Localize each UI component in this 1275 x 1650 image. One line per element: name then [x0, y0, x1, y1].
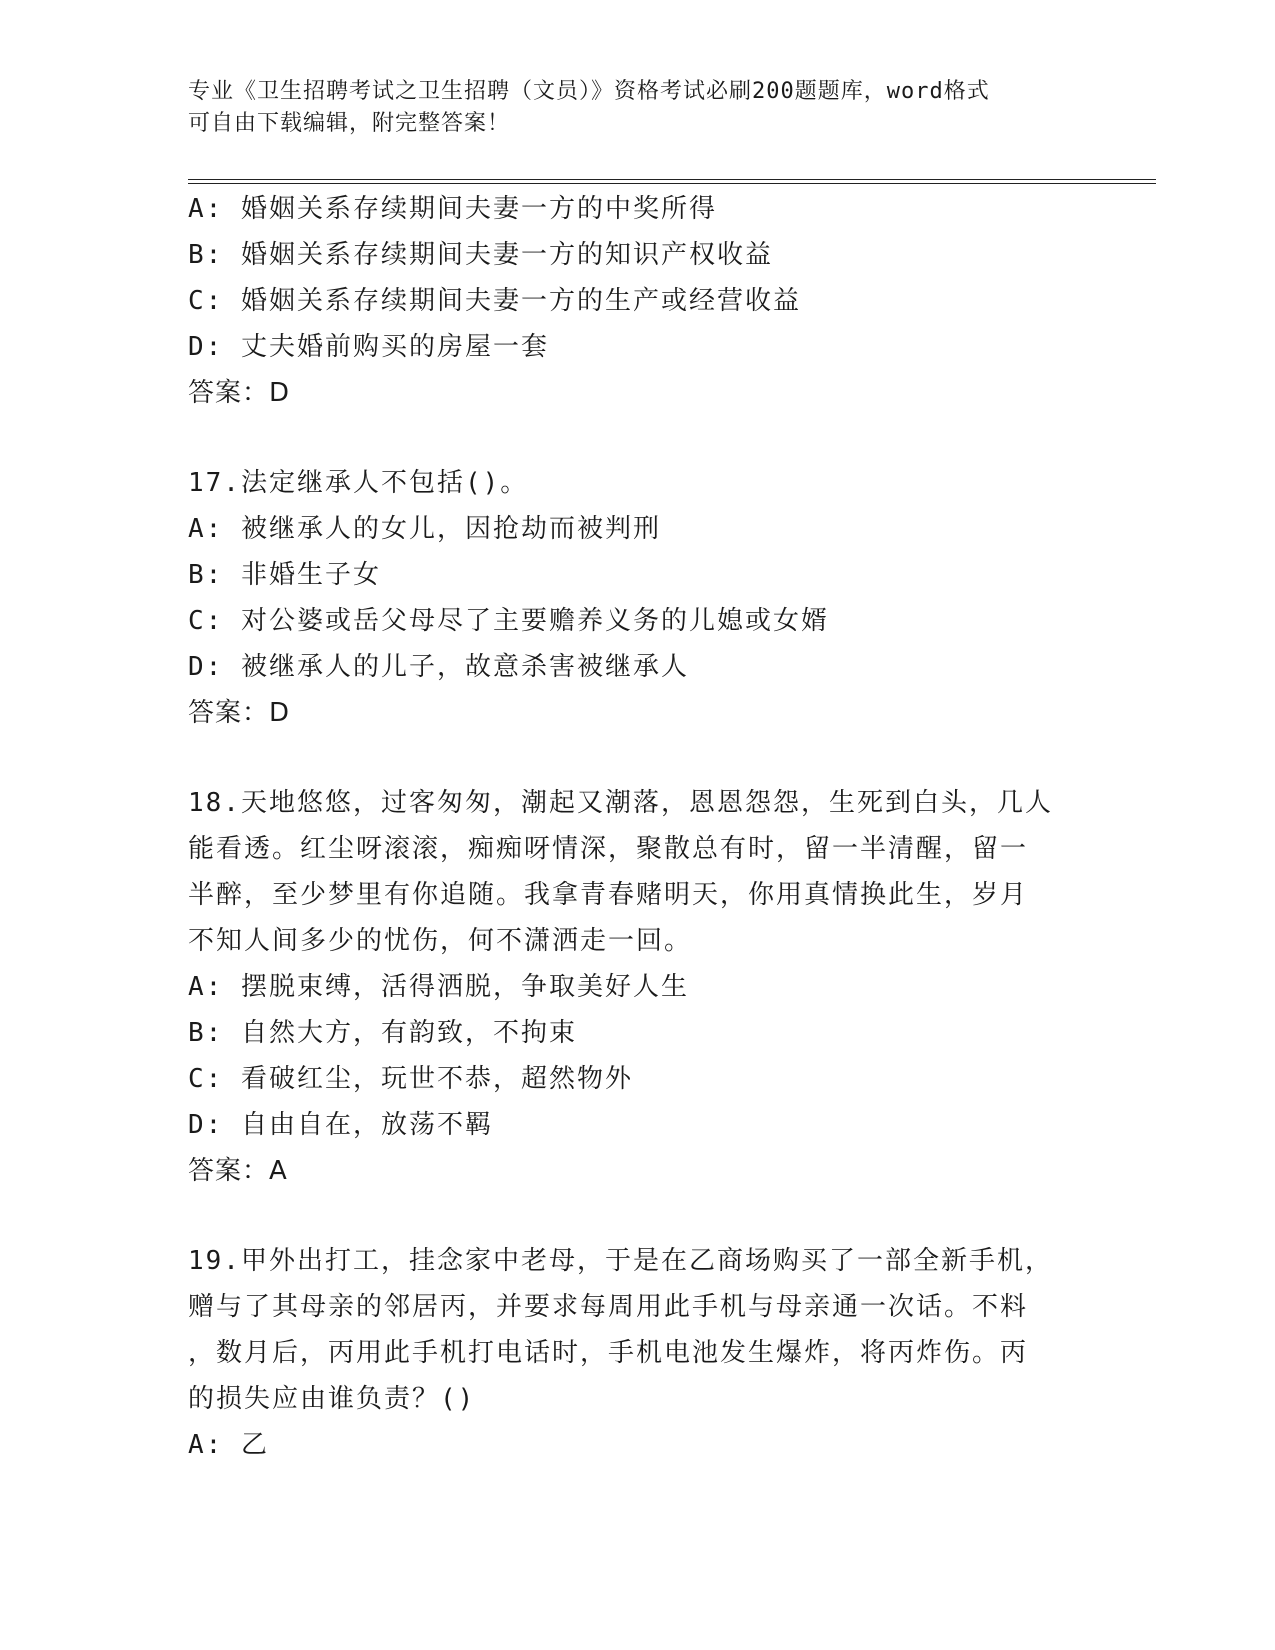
question-17 [188, 460, 1068, 736]
header-rule-top [188, 179, 1156, 180]
stem-line: 的损失应由谁负责？() [188, 1384, 476, 1414]
question-content [188, 186, 1068, 1468]
stem-line: 赠与了其母亲的邻居丙，并要求每周用此手机与母亲通一次话。不料 [188, 1292, 1029, 1322]
option-a: A: 乙 [188, 1430, 269, 1460]
option-b: B: 非婚生子女 [188, 560, 381, 590]
spacer [188, 736, 1068, 780]
spacer [188, 1194, 1068, 1238]
question-16 [188, 186, 1068, 416]
stem-line: 19.甲外出打工，挂念家中老母，于是在乙商场购买了一部全新手机， [188, 1246, 1053, 1276]
answer-line: 答案：A [188, 1156, 288, 1186]
spacer [188, 416, 1068, 460]
option-d: D: 丈夫婚前购买的房屋一套 [188, 332, 549, 362]
header-rule-bottom [188, 183, 1156, 184]
question-stem [188, 780, 1068, 964]
stem-line: 不知人间多少的忧伤，何不潇洒走一回。 [188, 926, 693, 956]
question-stem [188, 1238, 1068, 1422]
option-a: A: 被继承人的女儿，因抢劫而被判刑 [188, 514, 661, 544]
option-a: A: 婚姻关系存续期间夫妻一方的中奖所得 [188, 194, 717, 224]
option-c: C: 婚姻关系存续期间夫妻一方的生产或经营收益 [188, 286, 801, 316]
option-b: B: 自然大方，有韵致，不拘束 [188, 1018, 577, 1048]
answer-line: 答案：D [188, 698, 291, 728]
stem-line: 能看透。红尘呀滚滚，痴痴呀情深，聚散总有时，留一半清醒，留一 [188, 834, 1029, 864]
option-d: D: 被继承人的儿子，故意杀害被继承人 [188, 652, 689, 682]
question-19 [188, 1238, 1068, 1468]
document-header [188, 76, 1088, 140]
option-a: A: 摆脱束缚，活得洒脱，争取美好人生 [188, 972, 689, 1002]
stem-line: 半醉，至少梦里有你追随。我拿青春赌明天，你用真情换此生，岁月 [188, 880, 1029, 910]
question-stem: 17.法定继承人不包括()。 [188, 468, 529, 498]
header-line-2: 可自由下载编辑，附完整答案！ [188, 111, 511, 136]
question-18 [188, 780, 1068, 1194]
stem-line: 18.天地悠悠，过客匆匆，潮起又潮落，恩恩怨怨，生死到白头，几人 [188, 788, 1053, 818]
option-d: D: 自由自在，放荡不羁 [188, 1110, 493, 1140]
answer-line: 答案：D [188, 378, 291, 408]
stem-line: ，数月后，丙用此手机打电话时，手机电池发生爆炸，将丙炸伤。丙 [188, 1338, 1029, 1368]
option-c: C: 对公婆或岳父母尽了主要赡养义务的儿媳或女婿 [188, 606, 829, 636]
option-c: C: 看破红尘，玩世不恭，超然物外 [188, 1064, 633, 1094]
header-line-1: 专业《卫生招聘考试之卫生招聘（文员）》资格考试必刷200题题库，word格式 [188, 79, 990, 104]
option-b: B: 婚姻关系存续期间夫妻一方的知识产权收益 [188, 240, 773, 270]
